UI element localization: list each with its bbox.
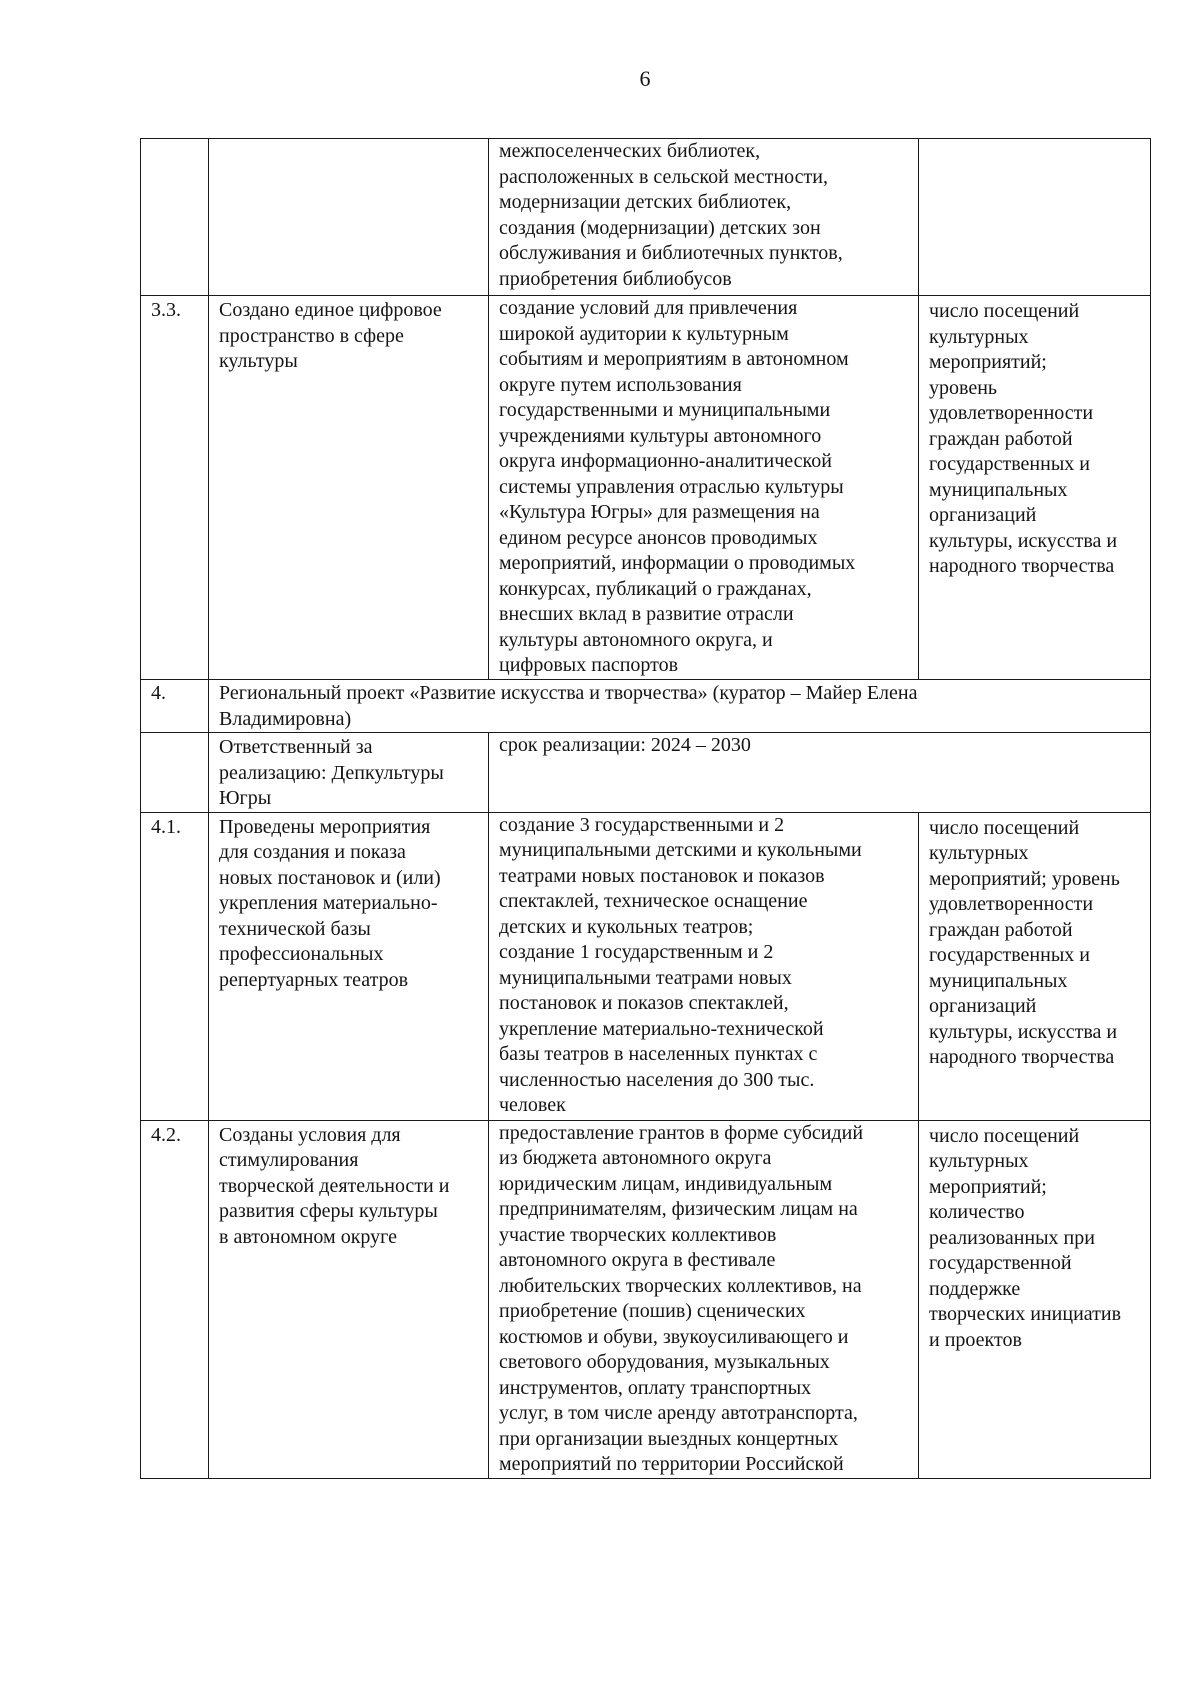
project-title-cell: Региональный проект «Развитие искусства и творчества» (куратор – Майер Елена Владимировна) <box>209 680 1151 733</box>
row-number-cell: 4.1. <box>141 812 209 1120</box>
row-number-cell: 3.3. <box>141 296 209 680</box>
table-row-4-1 <box>141 812 1151 1120</box>
description-cell: создание 3 государственными и 2 муниципальными детскими и кукольными театрами новых постановок и показов спектаклей, техническое оснащение детских и кукольных театров; создание 1 государственным и 2 муниципальными театрами новых постановок и показов спектаклей, укрепление материально-технической базы театров в населенных пунктах с численностью населения до 300 тыс. человек <box>489 812 919 1120</box>
row-number-cell <box>141 139 209 296</box>
result-cell: Создано единое цифровое пространство в сфере культуры <box>209 296 489 680</box>
measures-table <box>140 138 1151 1479</box>
description-cell: предоставление грантов в форме субсидий из бюджета автономного округа юридическим лицам, индивидуальным предпринимателям, физическим лицам на участие творческих коллективов автономного округа в фестивале любительских творческих коллективов, на приобретение (пошив) сценических костюмов и обуви, звукоусиливающего и светового оборудования, музыкальных инструментов, оплату транспортных услуг, в том числе аренду автотранспорта, при организации выездных концертных мероприятий по территории Российской <box>489 1120 919 1478</box>
description-cell: создание условий для привлечения широкой аудитории к культурным событиям и мероприятиям в автономном округе путем использования государственными и муниципальными учреждениями культуры автономного округа информационно-аналитической системы управления отраслью культуры «Культура Югры» для размещения на едином ресурсе анонсов проводимых мероприятий, информации о проводимых конкурсах, публикаций о гражданах, внесших вклад в развитие отрасли культуры автономного округа, и цифровых паспортов <box>489 296 919 680</box>
result-cell: Созданы условия для стимулирования творческой деятельности и развития сферы культуры в автономном округе <box>209 1120 489 1478</box>
page-number: 6 <box>639 66 651 91</box>
indicator-cell <box>919 139 1151 296</box>
indicator-cell: число посещений культурных мероприятий; количество реализованных при государственной поддержке творческих инициатив и проектов <box>919 1120 1151 1478</box>
row-number-cell <box>141 733 209 813</box>
result-cell <box>209 139 489 296</box>
term-cell: срок реализации: 2024 – 2030 <box>489 733 1151 813</box>
table-row-4-2 <box>141 1120 1151 1478</box>
table-row-continuation <box>141 139 1151 296</box>
result-cell: Проведены мероприятия для создания и показа новых постановок и (или) укрепления материально- технической базы профессиональных репертуарных театров <box>209 812 489 1120</box>
description-cell: межпоселенческих библиотек, расположенных в сельской местности, модернизации детских библиотек, создания (модернизации) детских зон обслуживания и библиотечных пунктов, приобретения библиобусов <box>489 139 919 296</box>
responsible-cell: Ответственный за реализацию: Депкультуры Югры <box>209 733 489 813</box>
table-row-4-responsible <box>141 733 1151 813</box>
table-row-4-project <box>141 680 1151 733</box>
indicator-cell: число посещений культурных мероприятий; уровень удовлетворенности граждан работой государственных и муниципальных организаций культуры, искусства и народного творчества <box>919 296 1151 680</box>
table-row-3-3 <box>141 296 1151 680</box>
row-number-cell: 4. <box>141 680 209 733</box>
indicator-cell: число посещений культурных мероприятий; уровень удовлетворенности граждан работой государственных и муниципальных организаций культуры, искусства и народного творчества <box>919 812 1151 1120</box>
row-number-cell: 4.2. <box>141 1120 209 1478</box>
